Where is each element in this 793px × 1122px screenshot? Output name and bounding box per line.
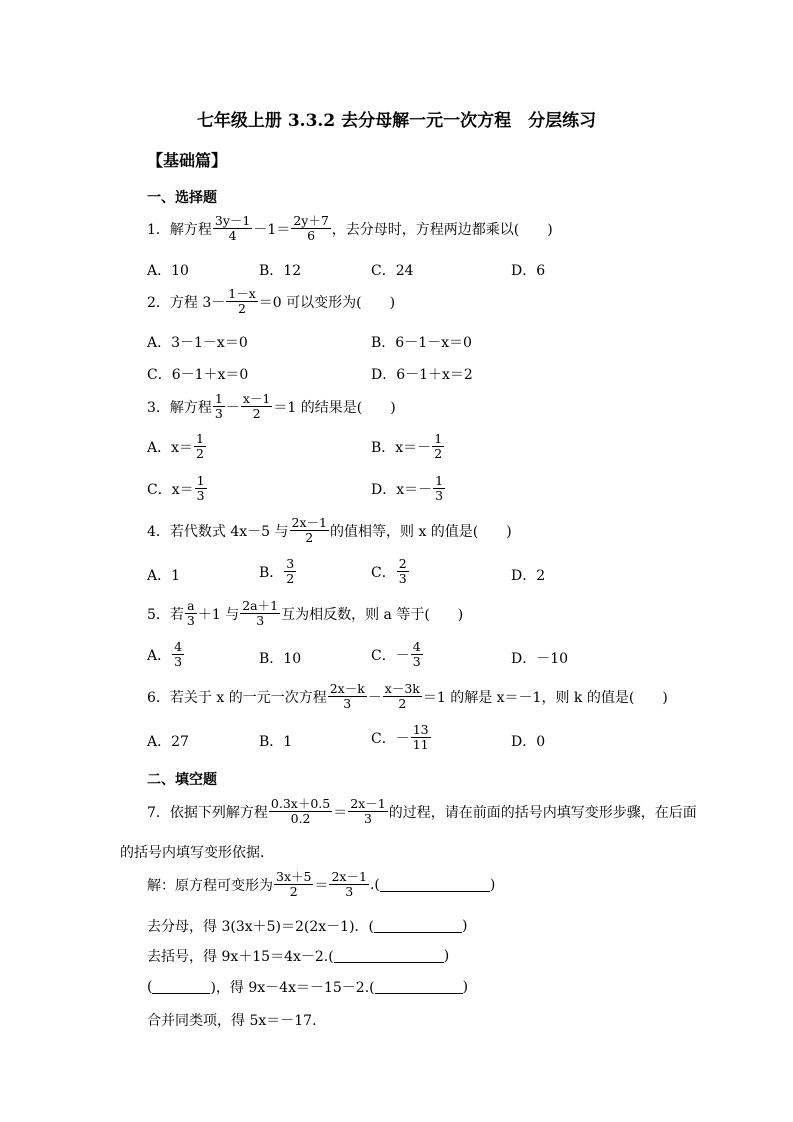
solution-step-3	[147, 946, 449, 966]
question-text: ＝1 的解是 x＝－1，则 k 的值是( )	[422, 689, 668, 706]
option-c	[371, 557, 410, 587]
solution-step-1	[147, 870, 495, 900]
numerator: 4	[174, 639, 183, 654]
option-d: D．6	[511, 263, 546, 279]
part-fill-heading: 二、填空题	[147, 772, 217, 788]
denominator: 2	[434, 446, 443, 462]
option-a: A．1	[147, 568, 181, 584]
option-d: D．6－1＋x＝2	[371, 367, 473, 383]
numerator: 1	[196, 473, 205, 488]
denominator: 3	[363, 811, 372, 827]
option-label: D．x＝－	[371, 481, 433, 498]
step-text: 去分母，得 3(3x＋5)＝2(2x－1)．(	[147, 919, 374, 935]
bracket: (	[147, 979, 153, 995]
option-label: C．x＝	[147, 481, 194, 498]
option-a	[147, 640, 185, 670]
question-5	[147, 599, 463, 629]
question-text: ＋1 与	[197, 606, 240, 623]
question-1	[147, 214, 553, 244]
denominator: 3	[196, 488, 205, 504]
fraction	[433, 474, 445, 504]
question-text: ＝	[333, 804, 348, 821]
question-text: 5．若	[147, 606, 184, 623]
option-label: B．	[259, 564, 284, 581]
denominator: 3	[186, 613, 195, 629]
question-7-continued: 的括号内填写变形依据．	[120, 845, 274, 861]
numerator: x－1	[242, 391, 271, 406]
denominator: 3	[256, 613, 265, 629]
bracket: )	[489, 876, 496, 893]
fraction	[195, 474, 207, 504]
numerator: 1	[435, 473, 444, 488]
denominator: 3	[398, 571, 407, 587]
numerator: 4	[412, 639, 421, 654]
option-a: A．27	[147, 734, 189, 750]
fraction	[194, 432, 206, 462]
numerator: 13	[412, 722, 429, 737]
question-text: 7．依据下列解方程	[147, 804, 268, 821]
step-text: .(	[369, 876, 380, 893]
option-d	[371, 474, 446, 504]
fraction	[213, 392, 225, 422]
numerator: 2a＋1	[242, 598, 279, 613]
question-7	[147, 797, 697, 827]
option-label: C．	[371, 564, 396, 581]
step-text: 解：原方程可变形为	[147, 877, 273, 894]
denominator: 6	[307, 228, 316, 244]
option-c	[371, 723, 432, 753]
option-b: B．1	[259, 734, 293, 750]
fraction	[226, 287, 258, 317]
option-c: C．24	[371, 263, 414, 279]
question-text: ＝1 的结果是( )	[273, 399, 396, 416]
numerator: 2y＋7	[293, 213, 329, 228]
denominator: 3	[435, 488, 444, 504]
question-text: 1．解方程	[147, 221, 212, 238]
fraction	[291, 214, 330, 244]
part-choice-heading: 一、选择题	[147, 190, 217, 206]
answer-blank[interactable]	[375, 980, 463, 994]
fraction	[432, 432, 444, 462]
fraction	[240, 599, 280, 629]
fraction	[329, 870, 368, 900]
question-text: 互为相反数，则 a 等于( )	[281, 606, 464, 623]
bracket: )	[462, 979, 469, 995]
question-text: －	[367, 689, 382, 706]
question-6	[147, 682, 668, 712]
denominator: 2	[238, 301, 246, 317]
fraction	[284, 557, 296, 587]
step-text: ＝	[314, 877, 329, 894]
fraction	[185, 599, 197, 629]
question-text: 4．若代数式 4x－5 与	[147, 523, 289, 540]
question-text: 的值相等，则 x 的值是( )	[330, 523, 512, 540]
fraction	[213, 214, 252, 244]
option-label: B．x＝－	[371, 439, 432, 456]
answer-blank[interactable]	[374, 919, 462, 933]
numerator: 1	[196, 431, 204, 446]
step-text: )，得 9x－4x＝－15－2.(	[210, 980, 375, 996]
bracket: )	[443, 948, 450, 964]
denominator: 0.2	[290, 811, 311, 827]
numerator: 2x－k	[329, 681, 365, 696]
option-c: C．6－1＋x＝0	[147, 367, 249, 383]
numerator: 1	[214, 391, 223, 406]
fraction	[274, 870, 313, 900]
option-d: D．－10	[511, 651, 569, 667]
denominator: 2	[252, 406, 261, 422]
question-4	[147, 516, 512, 546]
option-d: D．0	[511, 734, 546, 750]
option-b: B．12	[259, 263, 302, 279]
fraction	[328, 682, 367, 712]
denominator: 3	[174, 654, 183, 670]
numerator: x－3k	[384, 681, 420, 696]
denominator: 3	[343, 696, 352, 712]
fraction	[290, 516, 329, 546]
numerator: 1－x	[228, 286, 256, 301]
option-b	[259, 557, 297, 587]
option-label: C．－	[371, 647, 410, 664]
solution-step-4	[147, 977, 468, 997]
option-b: B．10	[259, 651, 302, 667]
denominator: 4	[228, 228, 237, 244]
bracket: )	[462, 918, 468, 934]
denominator: 2	[289, 884, 298, 900]
question-text: ＝0 可以变形为( )	[258, 294, 396, 311]
option-b: B．6－1－x＝0	[371, 335, 472, 351]
denominator: 2	[196, 446, 204, 462]
fraction	[411, 640, 423, 670]
denominator: 2	[286, 571, 295, 587]
answer-blank[interactable]	[334, 949, 444, 963]
option-a: A．10	[147, 263, 189, 279]
question-text: ，去分母时，方程两边都乘以( )	[331, 221, 553, 238]
denominator: 3	[412, 654, 421, 670]
numerator: 3y－1	[214, 213, 251, 228]
page-title: 七年级上册 3.3.2 去分母解一元一次方程 分层练习	[196, 111, 597, 131]
denominator: 2	[398, 696, 407, 712]
fraction	[269, 797, 332, 827]
option-b	[371, 432, 445, 462]
answer-blank[interactable]	[152, 980, 210, 994]
option-a: A．3－1－x＝0	[147, 335, 248, 351]
section-basic: 【基础篇】	[147, 151, 228, 170]
option-label: A．x＝	[147, 439, 194, 456]
option-d: D．2	[511, 568, 546, 584]
fraction	[411, 723, 431, 753]
fraction	[383, 682, 422, 712]
answer-blank[interactable]	[380, 878, 490, 892]
option-c	[371, 640, 424, 670]
solution-step-2	[147, 916, 467, 936]
question-3	[147, 392, 396, 422]
step-text: 去括号，得 9x＋15＝4x－2.(	[147, 949, 334, 965]
solution-step-5: 合并同类项，得 5x＝－17.	[147, 1013, 317, 1029]
option-label: A．	[147, 647, 172, 664]
numerator: a	[187, 598, 195, 613]
denominator: 11	[412, 737, 429, 753]
numerator: 3	[286, 556, 295, 571]
numerator: 2x－1	[291, 515, 327, 530]
question-text: －	[225, 399, 240, 416]
question-2	[147, 287, 395, 317]
denominator: 3	[345, 884, 354, 900]
question-text: 6．若关于 x 的一元一次方程	[147, 689, 327, 706]
denominator: 2	[305, 530, 314, 546]
question-text: 的过程，请在前面的括号内填写变形步骤，在后面	[388, 804, 697, 821]
fraction	[397, 557, 409, 587]
question-text: －1＝	[253, 221, 291, 238]
fraction	[172, 640, 184, 670]
option-a	[147, 432, 207, 462]
numerator: 3x＋5	[276, 869, 312, 884]
option-c	[147, 474, 208, 504]
fraction	[348, 797, 387, 827]
question-text: 2．方程 3－	[147, 294, 226, 311]
numerator: 2x－1	[350, 796, 386, 811]
numerator: 1	[434, 431, 443, 446]
fraction	[241, 392, 273, 422]
numerator: 2x－1	[331, 869, 367, 884]
numerator: 0.3x＋0.5	[270, 796, 331, 811]
option-label: C．－	[371, 730, 410, 747]
denominator: 3	[214, 406, 223, 422]
numerator: 2	[398, 556, 407, 571]
question-text: 3．解方程	[147, 399, 212, 416]
